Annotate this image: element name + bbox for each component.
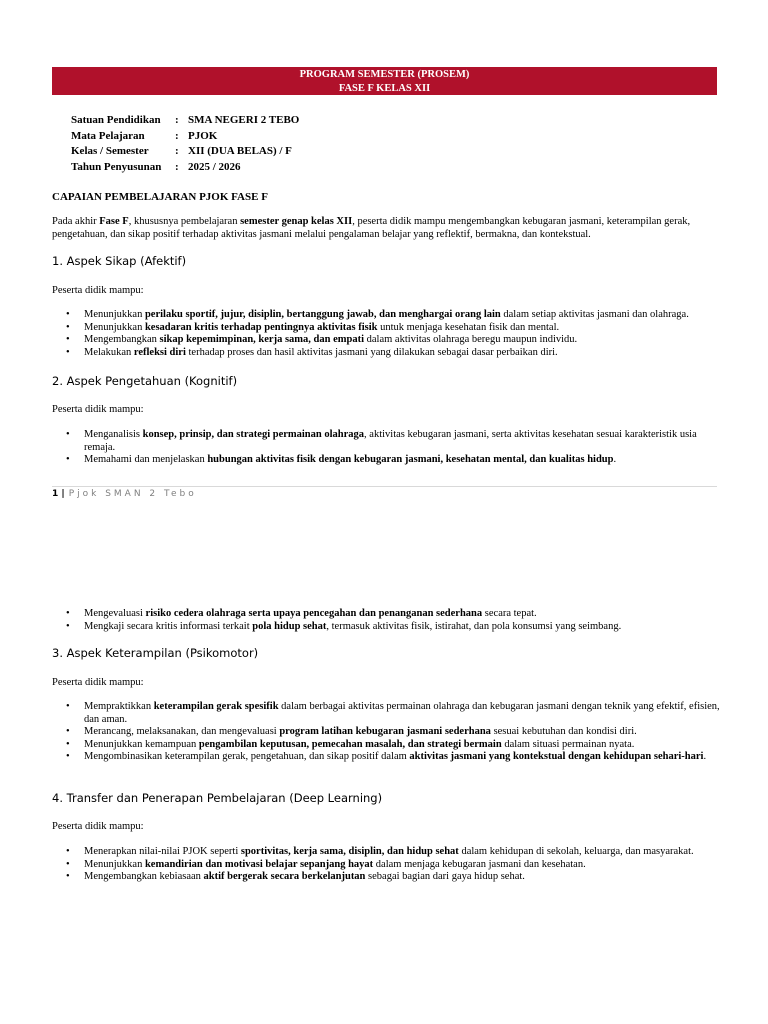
list-item: • Melakukan refleksi diri terhadap proses dan hasil aktivitas jasmani yang dilakukan sebagai dasar perbaikan diri. xyxy=(52,347,722,360)
identity-colon: : xyxy=(175,114,179,126)
identity-table xyxy=(71,113,299,175)
identity-row xyxy=(71,129,299,145)
list-item: • Mengevaluasi risiko cedera olahraga serta upaya pencegahan dan penanganan sederhana secara tepat. xyxy=(52,608,722,621)
identity-key: Tahun Penyusunan xyxy=(71,160,162,173)
page-footer xyxy=(52,486,717,499)
sikap-list xyxy=(52,309,722,359)
identity-colon: : xyxy=(175,129,179,142)
identity-value: XII (DUA BELAS) / F xyxy=(188,145,292,157)
identity-row xyxy=(71,113,299,129)
transfer-list xyxy=(52,846,722,884)
list-item: • Mengkaji secara kritis informasi terkait pola hidup sehat, termasuk aktivitas fisik, istirahat, dan pola konsumsi yang seimbang. xyxy=(52,621,722,634)
lead-text: Peserta didik mampu: xyxy=(52,285,144,296)
list-item: • Menunjukkan kemandirian dan motivasi belajar sepanjang hayat dalam menjaga kebugaran jasmani dan kesehatan. xyxy=(52,859,722,872)
aspect-heading-keterampilan: 3. Aspek Keterampilan (Psikomotor) xyxy=(52,646,259,660)
page-number: 1 | xyxy=(52,489,65,499)
identity-colon: : xyxy=(175,160,179,173)
capaian-heading: CAPAIAN PEMBELAJARAN PJOK FASE F xyxy=(52,191,268,203)
identity-row xyxy=(71,160,299,176)
footer-text: Pjok SMAN 2 Tebo xyxy=(68,489,197,499)
identity-key: Mata Pelajaran xyxy=(71,129,145,142)
keterampilan-list xyxy=(52,701,722,764)
identity-key: Satuan Pendidikan xyxy=(71,114,161,126)
lead-text: Peserta didik mampu: xyxy=(52,404,144,415)
list-item: • Mengombinasikan keterampilan gerak, pengetahuan, dan sikap positif dalam aktivitas jasmani yang kontekstual dengan kehidupan sehari-hari. xyxy=(52,751,722,764)
lead-text: Peserta didik mampu: xyxy=(52,677,144,688)
identity-value: 2025 / 2026 xyxy=(188,160,241,173)
identity-value: SMA NEGERI 2 TEBO xyxy=(188,114,300,126)
list-item: • Merancang, melaksanakan, dan mengevaluasi program latihan kebugaran jasmani sederhana sesuai kebutuhan dan kondisi diri. xyxy=(52,726,722,739)
pengetahuan-list-continued xyxy=(52,608,722,633)
aspect-heading-pengetahuan: 2. Aspek Pengetahuan (Kognitif) xyxy=(52,374,238,388)
list-item: • Menunjukkan kesadaran kritis terhadap pentingnya aktivitas fisik untuk menjaga kesehatan fisik dan mental. xyxy=(52,322,722,335)
document-title-banner xyxy=(52,67,717,95)
aspect-heading-transfer: 4. Transfer dan Penerapan Pembelajaran (Deep Learning) xyxy=(52,791,383,805)
lead-text: Peserta didik mampu: xyxy=(52,821,144,832)
list-item: • Mengembangkan kebiasaan aktif bergerak secara berkelanjutan sebagai bagian dari gaya hidup sehat. xyxy=(52,871,722,884)
list-item: • Memahami dan menjelaskan hubungan aktivitas fisik dengan kebugaran jasmani, kesehatan mental, dan kualitas hidup. xyxy=(52,454,722,467)
list-item: • Mempraktikkan keterampilan gerak spesifik dalam berbagai aktivitas permainan olahraga dan kebugaran jasmani dengan teknik yang efektif, efisien, dan aman. xyxy=(52,701,722,726)
identity-colon: : xyxy=(175,145,179,157)
pengetahuan-list xyxy=(52,429,722,467)
identity-row xyxy=(71,144,299,160)
list-item: • Menunjukkan perilaku sportif, jujur, disiplin, bertanggung jawab, dan menghargai orang lain dalam setiap aktivitas jasmani dan olahraga. xyxy=(52,309,722,322)
aspect-heading-sikap: 1. Aspek Sikap (Afektif) xyxy=(52,254,187,268)
identity-value: PJOK xyxy=(188,129,218,142)
list-item: • Menganalisis konsep, prinsip, dan strategi permainan olahraga, aktivitas kebugaran jasmani, serta aktivitas kesehatan sesuai karakteristik usia remaja. xyxy=(52,429,722,454)
list-item: • Menerapkan nilai-nilai PJOK seperti sportivitas, kerja sama, disiplin, dan hidup sehat dalam kehidupan di sekolah, keluarga, dan masyarakat. xyxy=(52,846,722,859)
title-line-1: PROGRAM SEMESTER (PROSEM) xyxy=(299,69,470,80)
list-item: • Menunjukkan kemampuan pengambilan keputusan, pemecahan masalah, dan strategi bermain dalam situasi permainan nyata. xyxy=(52,739,722,752)
list-item: • Mengembangkan sikap kepemimpinan, kerja sama, dan empati dalam aktivitas olahraga beregu maupun individu. xyxy=(52,334,722,347)
title-line-2: FASE F KELAS XII xyxy=(338,82,431,94)
identity-key: Kelas / Semester xyxy=(71,145,149,157)
capaian-paragraph: Pada akhir Fase F, khususnya pembelajaran semester genap kelas XII, peserta didik mampu mengembangkan kebugaran jasmani, keterampilan gerak, pengetahuan, dan sikap positif terhadap aktivitas jasmani melalui pengalaman belajar yang reflektif, bermakna, dan kontekstual. xyxy=(52,216,691,240)
